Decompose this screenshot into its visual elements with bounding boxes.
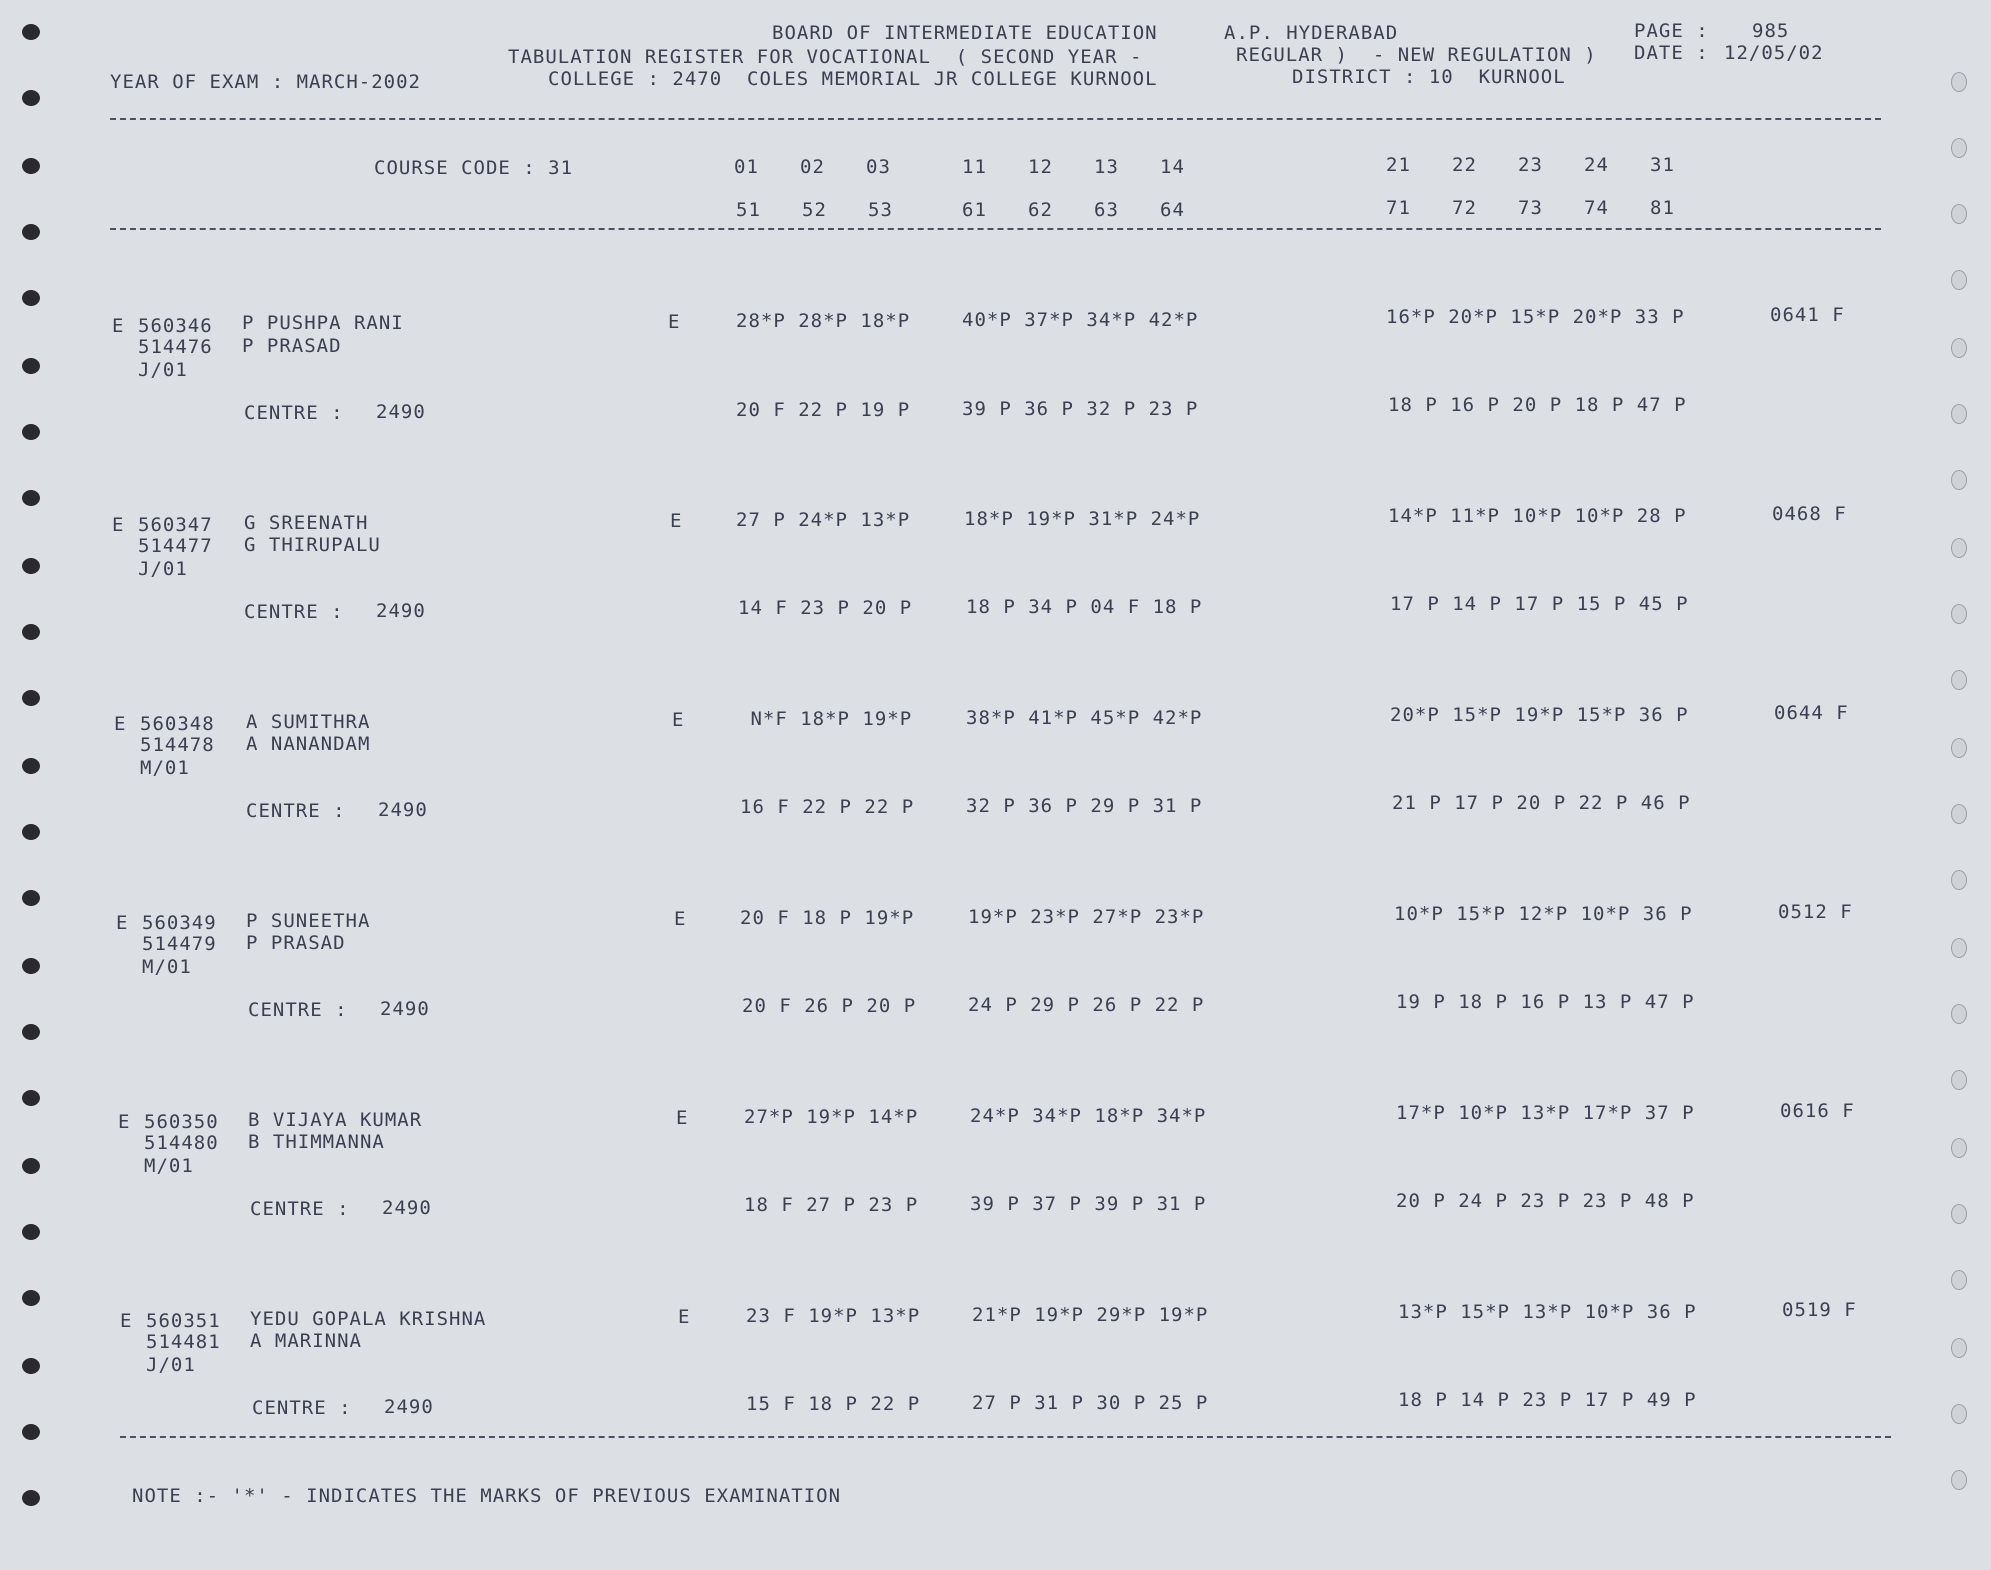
centre-label: CENTRE :	[244, 601, 344, 623]
text-cell: 61	[962, 199, 987, 221]
text-cell: 24	[1584, 154, 1609, 176]
student-code: M/01	[144, 1155, 194, 1177]
state-title: A.P. HYDERABAD	[1224, 22, 1399, 44]
centre-number: 2490	[376, 401, 426, 423]
reg-number: 514480	[144, 1132, 219, 1154]
medium: E	[670, 510, 683, 532]
marks-part-3b: 21 P 17 P 20 P 22 P 46 P	[1392, 792, 1691, 814]
marks-part-2: 24*P 34*P 18*P 34*P	[970, 1105, 1207, 1127]
roll-number: 560346	[138, 315, 213, 337]
student-code: J/01	[138, 558, 188, 580]
marks-part-1: 28*P 28*P 18*P	[736, 310, 911, 332]
marks-part-2: 19*P 23*P 27*P 23*P	[968, 906, 1205, 928]
header-divider	[110, 118, 1881, 120]
marks-part-3: 17*P 10*P 13*P 17*P 37 P	[1396, 1102, 1695, 1124]
text-cell: 21	[1386, 154, 1411, 176]
marks-part-2: 21*P 19*P 29*P 19*P	[972, 1304, 1209, 1326]
marks-part-2b: 24 P 29 P 26 P 22 P	[968, 994, 1205, 1016]
text-cell: 22	[1452, 154, 1477, 176]
marks-part-1: 27 P 24*P 13*P	[736, 509, 911, 531]
marks-part-3b: 18 P 16 P 20 P 18 P 47 P	[1388, 394, 1687, 416]
student-name: B VIJAYA KUMAR	[248, 1109, 423, 1131]
student-name: YEDU GOPALA KRISHNA	[250, 1308, 487, 1330]
reg-number: 514477	[138, 535, 213, 557]
text-cell: 73	[1518, 197, 1543, 219]
year-of-exam: YEAR OF EXAM : MARCH-2002	[110, 71, 421, 93]
marks-part-1b: 16 F 22 P 22 P	[740, 796, 915, 818]
reg-number: 514481	[146, 1331, 221, 1353]
roll-number: 560350	[144, 1111, 219, 1133]
text-cell: E	[120, 1310, 133, 1332]
marks-part-2b: 39 P 36 P 32 P 23 P	[962, 398, 1199, 420]
register-title: TABULATION REGISTER FOR VOCATIONAL ( SECOND YEAR -	[508, 46, 1143, 68]
text-cell: 74	[1584, 197, 1609, 219]
guardian-name: P PRASAD	[246, 932, 346, 954]
text-cell: 64	[1160, 199, 1185, 221]
marks-part-2b: 27 P 31 P 30 P 25 P	[972, 1392, 1209, 1414]
marks-part-1b: 14 F 23 P 20 P	[738, 597, 913, 619]
board-title: BOARD OF INTERMEDIATE EDUCATION	[772, 22, 1158, 44]
result-total: 0468 F	[1772, 503, 1847, 525]
text-cell: 72	[1452, 197, 1477, 219]
centre-number: 2490	[384, 1396, 434, 1418]
course-header-divider	[110, 228, 1881, 230]
student-code: M/01	[140, 757, 190, 779]
student-code: M/01	[142, 956, 192, 978]
centre-number: 2490	[380, 998, 430, 1020]
centre-label: CENTRE :	[252, 1397, 352, 1419]
centre-label: CENTRE :	[244, 402, 344, 424]
text-cell: 52	[802, 199, 827, 221]
guardian-name: G THIRUPALU	[244, 534, 381, 556]
text-cell: E	[112, 514, 125, 536]
result-total: 0512 F	[1778, 901, 1853, 923]
marks-part-1b: 20 F 26 P 20 P	[742, 995, 917, 1017]
page-number: 985	[1752, 20, 1790, 42]
marks-part-2b: 18 P 34 P 04 F 18 P	[966, 596, 1203, 618]
medium: E	[674, 908, 687, 930]
marks-part-1b: 15 F 18 P 22 P	[746, 1393, 921, 1415]
regulation-label: REGULAR ) - NEW REGULATION )	[1236, 44, 1597, 66]
student-name: G SREENATH	[244, 512, 369, 534]
centre-label: CENTRE :	[246, 800, 346, 822]
text-cell: 03	[866, 156, 891, 178]
reg-number: 514479	[142, 933, 217, 955]
medium: E	[668, 311, 681, 333]
roll-number: 560349	[142, 912, 217, 934]
text-cell: 01	[734, 156, 759, 178]
guardian-name: P PRASAD	[242, 335, 342, 357]
text-cell: 11	[962, 156, 987, 178]
text-cell: 71	[1386, 197, 1411, 219]
roll-number: 560347	[138, 514, 213, 536]
student-code: J/01	[138, 359, 188, 381]
marks-part-3: 10*P 15*P 12*P 10*P 36 P	[1394, 903, 1693, 925]
district-info: DISTRICT : 10 KURNOOL	[1292, 66, 1566, 88]
page-label: PAGE :	[1634, 20, 1709, 42]
marks-part-1b: 20 F 22 P 19 P	[736, 399, 911, 421]
text-cell: 14	[1160, 156, 1185, 178]
reg-number: 514476	[138, 336, 213, 358]
student-code: J/01	[146, 1354, 196, 1376]
text-cell: E	[116, 912, 129, 934]
centre-number: 2490	[382, 1197, 432, 1219]
left-punch-holes	[22, 0, 62, 1570]
text-cell: 13	[1094, 156, 1119, 178]
text-cell: 02	[800, 156, 825, 178]
date-value: 12/05/02	[1724, 42, 1824, 64]
marks-part-1b: 18 F 27 P 23 P	[744, 1194, 919, 1216]
marks-part-3b: 17 P 14 P 17 P 15 P 45 P	[1390, 593, 1689, 615]
result-total: 0519 F	[1782, 1299, 1857, 1321]
text-cell: 23	[1518, 154, 1543, 176]
marks-part-2: 18*P 19*P 31*P 24*P	[964, 508, 1201, 530]
centre-label: CENTRE :	[250, 1198, 350, 1220]
marks-part-3: 14*P 11*P 10*P 10*P 28 P	[1388, 505, 1687, 527]
centre-number: 2490	[376, 600, 426, 622]
guardian-name: A NANANDAM	[246, 733, 371, 755]
student-name: A SUMITHRA	[246, 711, 371, 733]
text-cell: 12	[1028, 156, 1053, 178]
marks-part-1: N*F 18*P 19*P	[738, 708, 913, 730]
guardian-name: A MARINNA	[250, 1330, 362, 1352]
marks-part-3: 16*P 20*P 15*P 20*P 33 P	[1386, 306, 1685, 328]
roll-number: 560348	[140, 713, 215, 735]
text-cell: 62	[1028, 199, 1053, 221]
centre-number: 2490	[378, 799, 428, 821]
marks-part-1: 23 F 19*P 13*P	[746, 1305, 921, 1327]
text-cell: E	[118, 1111, 131, 1133]
marks-part-2: 40*P 37*P 34*P 42*P	[962, 309, 1199, 331]
right-punch-holes	[1951, 0, 1991, 1570]
result-total: 0644 F	[1774, 702, 1849, 724]
college-info: COLLEGE : 2470 COLES MEMORIAL JR COLLEGE KURNOOL	[548, 68, 1158, 90]
text-cell: E	[114, 713, 127, 735]
marks-part-1: 20 F 18 P 19*P	[740, 907, 915, 929]
guardian-name: B THIMMANNA	[248, 1131, 385, 1153]
marks-part-2: 38*P 41*P 45*P 42*P	[966, 707, 1203, 729]
marks-part-2b: 32 P 36 P 29 P 31 P	[966, 795, 1203, 817]
marks-part-3: 13*P 15*P 13*P 10*P 36 P	[1398, 1301, 1697, 1323]
marks-part-3: 20*P 15*P 19*P 15*P 36 P	[1390, 704, 1689, 726]
text-cell: 53	[868, 199, 893, 221]
student-name: P SUNEETHA	[246, 910, 371, 932]
marks-part-1: 27*P 19*P 14*P	[744, 1106, 919, 1128]
text-cell: 63	[1094, 199, 1119, 221]
student-name: P PUSHPA RANI	[242, 312, 404, 334]
marks-part-3b: 18 P 14 P 23 P 17 P 49 P	[1398, 1389, 1697, 1411]
marks-part-3b: 20 P 24 P 23 P 23 P 48 P	[1396, 1190, 1695, 1212]
medium: E	[676, 1107, 689, 1129]
text-cell: 81	[1650, 197, 1675, 219]
footer-divider	[120, 1436, 1891, 1438]
centre-label: CENTRE :	[248, 999, 348, 1021]
text-cell: 31	[1650, 154, 1675, 176]
date-label: DATE :	[1634, 42, 1709, 64]
course-code-label: COURSE CODE : 31	[374, 157, 574, 179]
text-cell: 51	[736, 199, 761, 221]
roll-number: 560351	[146, 1310, 221, 1332]
medium: E	[678, 1306, 691, 1328]
result-total: 0616 F	[1780, 1100, 1855, 1122]
reg-number: 514478	[140, 734, 215, 756]
result-total: 0641 F	[1770, 304, 1845, 326]
marks-part-2b: 39 P 37 P 39 P 31 P	[970, 1193, 1207, 1215]
marks-part-3b: 19 P 18 P 16 P 13 P 47 P	[1396, 991, 1695, 1013]
note-text: NOTE :- '*' - INDICATES THE MARKS OF PREVIOUS EXAMINATION	[132, 1485, 842, 1507]
text-cell: E	[112, 315, 125, 337]
medium: E	[672, 709, 685, 731]
